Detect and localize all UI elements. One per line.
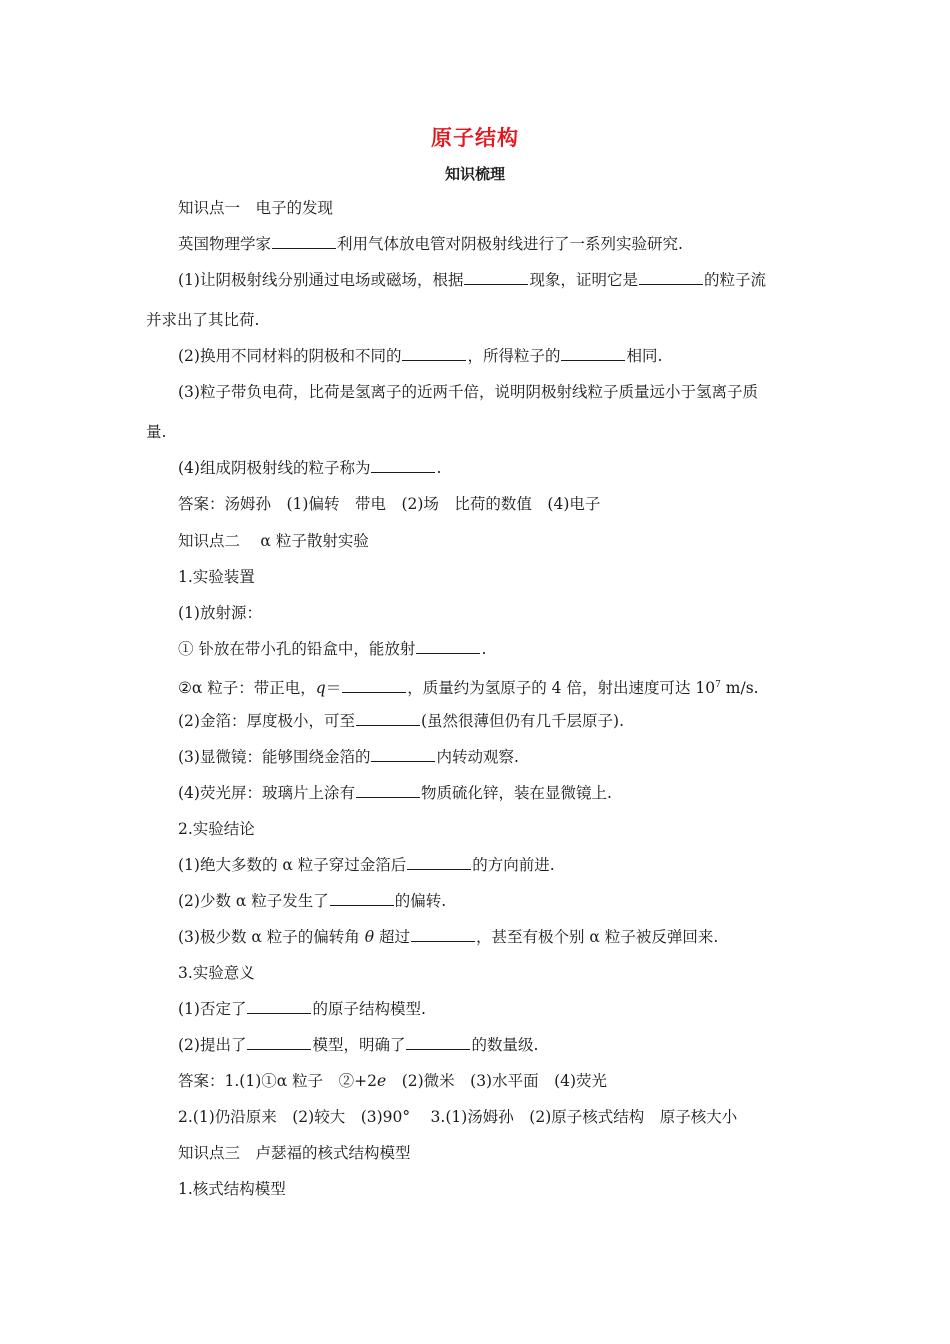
fill-blank xyxy=(371,747,435,762)
k2-heading: 知识点二 α 粒子散射实验 xyxy=(178,532,369,550)
k2-s1-1a: ① 钋放在带小孔的铅盒中，能放射 . xyxy=(178,640,487,658)
fill-blank xyxy=(330,891,394,906)
k2-s3-1: (1)否定了 的原子结构模型. xyxy=(178,1000,426,1018)
k3-heading: 知识点三 卢瑟福的核式结构模型 xyxy=(178,1144,411,1162)
k1-item1-cont: 并求出了其比荷. xyxy=(146,311,260,329)
k2-answer-2: 2.(1)仍沿原来 (2)较大 (3)90° 3.(1)汤姆孙 (2)原子核式结构 原子核大小 xyxy=(178,1108,738,1126)
fill-blank xyxy=(561,346,625,361)
k1-heading: 知识点一 电子的发现 xyxy=(178,199,334,217)
k1-answer: 答案：汤姆孙 (1)偏转 带电 (2)场 比荷的数值 (4)电子 xyxy=(178,495,601,513)
k2-s1-4: (4)荧光屏：玻璃片上涂有 物质硫化锌，装在显微镜上. xyxy=(178,784,612,802)
k1-item1: (1)让阴极射线分别通过电场或磁场，根据 现象，证明它是 的粒子流 xyxy=(178,271,766,289)
page-title: 原子结构 xyxy=(431,126,519,150)
fill-blank xyxy=(247,999,311,1014)
fill-blank xyxy=(407,855,471,870)
k2-s1-1: (1)放射源： xyxy=(178,604,262,622)
fill-blank xyxy=(356,783,420,798)
k2-s2-3: (3)极少数 α 粒子的偏转角 θ 超过 ，甚至有极个别 α 粒子被反弹回来. xyxy=(178,928,719,946)
fill-blank xyxy=(464,270,528,285)
k2-s1-3: (3)显微镜：能够围绕金箔的 内转动观察. xyxy=(178,748,519,766)
fill-blank xyxy=(402,346,466,361)
k1-item3: (3)粒子带负电荷，比荷是氢离子的近两千倍，说明阴极射线粒子质量远小于氢离子质 xyxy=(178,383,758,401)
section-subtitle: 知识梳理 xyxy=(444,165,505,183)
k1-item3-cont: 量. xyxy=(146,423,167,441)
fill-blank xyxy=(356,711,420,726)
k1-intro: 英国物理学家 利用气体放电管对阴极射线进行了一系列实验研究. xyxy=(178,235,683,253)
k2-s2: 2.实验结论 xyxy=(178,820,255,838)
k2-s1-1b: ②α 粒子：带正电，q＝ ，质量约为氢原子的 4 倍，射出速度可达 $10^7$ m/s. xyxy=(178,679,759,698)
fill-blank xyxy=(416,639,480,654)
k2-s3-2: (2)提出了 模型，明确了 的数量级. xyxy=(178,1036,539,1054)
fill-blank xyxy=(406,1035,470,1050)
fill-blank xyxy=(639,270,703,285)
fill-blank xyxy=(247,1035,311,1050)
k2-s2-1: (1)绝大多数的 α 粒子穿过金箔后 的方向前进. xyxy=(178,856,555,874)
k2-s3: 3.实验意义 xyxy=(178,964,255,982)
k1-item4: (4)组成阴极射线的粒子称为 . xyxy=(178,459,442,477)
fill-blank xyxy=(371,458,435,473)
k2-s2-2: (2)少数 α 粒子发生了 的偏转. xyxy=(178,892,447,910)
fill-blank xyxy=(342,678,406,693)
k2-s1: 1.实验装置 xyxy=(178,568,255,586)
fill-blank xyxy=(411,927,475,942)
k3-s1: 1.核式结构模型 xyxy=(178,1180,286,1198)
k2-answer-1: 答案：1.(1)①α 粒子 ②+2e (2)微米 (3)水平面 (4)荧光 xyxy=(178,1072,608,1090)
fill-blank xyxy=(272,234,336,249)
k2-s1-2: (2)金箔：厚度极小，可至 (虽然很薄但仍有几千层原子). xyxy=(178,712,624,730)
k1-item2: (2)换用不同材料的阴极和不同的 ，所得粒子的 相同. xyxy=(178,347,663,365)
